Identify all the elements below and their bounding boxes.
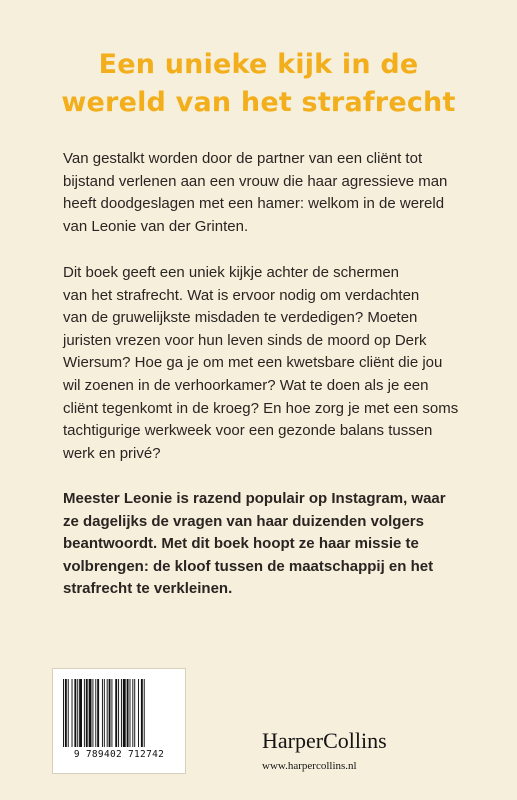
author-paragraph bbox=[63, 488, 483, 601]
barcode-bar bbox=[127, 679, 129, 747]
text-line: van het strafrecht. Wat is ervoor nodig om verdachten bbox=[63, 286, 420, 304]
text-line: cliënt tegenkomt in de kroeg? En hoe zorg je met een soms bbox=[63, 399, 459, 417]
intro-paragraph bbox=[63, 148, 483, 238]
barcode-bar bbox=[121, 679, 122, 747]
barcode-bar bbox=[86, 679, 88, 747]
description-paragraph bbox=[63, 262, 483, 465]
barcode-bar bbox=[138, 679, 139, 747]
text-line: Meester Leonie is razend populair op Instagram, waar bbox=[63, 490, 446, 507]
text-line: van de gruwelijkste misdaden te verdedigen? Moeten bbox=[63, 309, 418, 327]
barcode-bar bbox=[144, 679, 145, 747]
text-line: Dit boek geeft een uniek kijkje achter de schermen bbox=[63, 264, 400, 281]
publisher-website: www.harpercollins.nl bbox=[262, 760, 357, 772]
barcode-bar bbox=[72, 679, 73, 747]
barcode-bar bbox=[95, 679, 96, 747]
barcode-bar bbox=[92, 679, 93, 747]
headline bbox=[0, 46, 517, 122]
text-line: juristen vrezen voor hun leven sinds de moord op Derk bbox=[63, 331, 427, 349]
barcode-bar bbox=[79, 679, 82, 747]
barcode-bar bbox=[104, 679, 105, 747]
text-line: werk en privé? bbox=[63, 444, 161, 462]
barcode-bar bbox=[111, 679, 112, 747]
publisher-logo: HarperCollins bbox=[262, 728, 387, 753]
text-line: volbrengen: de kloof tussen de maatschappij en het bbox=[63, 557, 434, 575]
text-line: bijstand verlenen aan een vrouw die haar agressieve man bbox=[63, 172, 448, 190]
barcode-bar bbox=[68, 679, 69, 747]
barcode-bar bbox=[123, 679, 126, 747]
text-line: Wiersum? Hoe ga je om met een kwetsbare cliënt die jou bbox=[63, 354, 443, 372]
text-line: ze dagelijks de vragen van haar duizenden volgers bbox=[63, 512, 424, 530]
isbn-number: 9 789402 712742 bbox=[73, 749, 165, 760]
barcode-bar bbox=[130, 679, 131, 747]
barcode-bar bbox=[109, 679, 111, 747]
barcode-bar bbox=[118, 679, 119, 747]
barcode-bar bbox=[141, 679, 143, 747]
barcode-bar bbox=[115, 679, 117, 747]
text-line: tachtigurige werkweek voor een gezonde balans tussen bbox=[63, 422, 433, 440]
barcode-bar bbox=[77, 679, 78, 747]
barcode-bar bbox=[102, 679, 103, 747]
barcode-bar bbox=[97, 679, 99, 747]
barcode-bar bbox=[134, 679, 135, 747]
text-line: strafrecht te verkleinen. bbox=[63, 580, 233, 598]
barcode-bars bbox=[63, 679, 175, 747]
text-line: Van gestalkt worden door de partner van een cliënt tot bbox=[63, 150, 423, 167]
headline-line: wereld van het strafrecht bbox=[61, 87, 456, 118]
text-line: wil zoenen in de verhoorkamer? Wat te doen als je een bbox=[63, 376, 429, 394]
text-line: van Leonie van der Grinten. bbox=[63, 217, 249, 235]
barcode-bar bbox=[63, 679, 64, 747]
text-line: heeft doodgeslagen met een hamer: welkom in de wereld bbox=[63, 195, 445, 213]
barcode-bar bbox=[132, 679, 133, 747]
isbn-barcode bbox=[52, 668, 186, 774]
barcode-bar bbox=[74, 679, 76, 747]
barcode-bar bbox=[65, 679, 67, 747]
barcode-bar bbox=[107, 679, 108, 747]
text-line: beantwoordt. Met dit boek hoopt ze haar missie te bbox=[63, 535, 419, 553]
barcode-bar bbox=[84, 679, 85, 747]
barcode-bar bbox=[89, 679, 92, 747]
headline-line: Een unieke kijk in de bbox=[98, 49, 419, 80]
